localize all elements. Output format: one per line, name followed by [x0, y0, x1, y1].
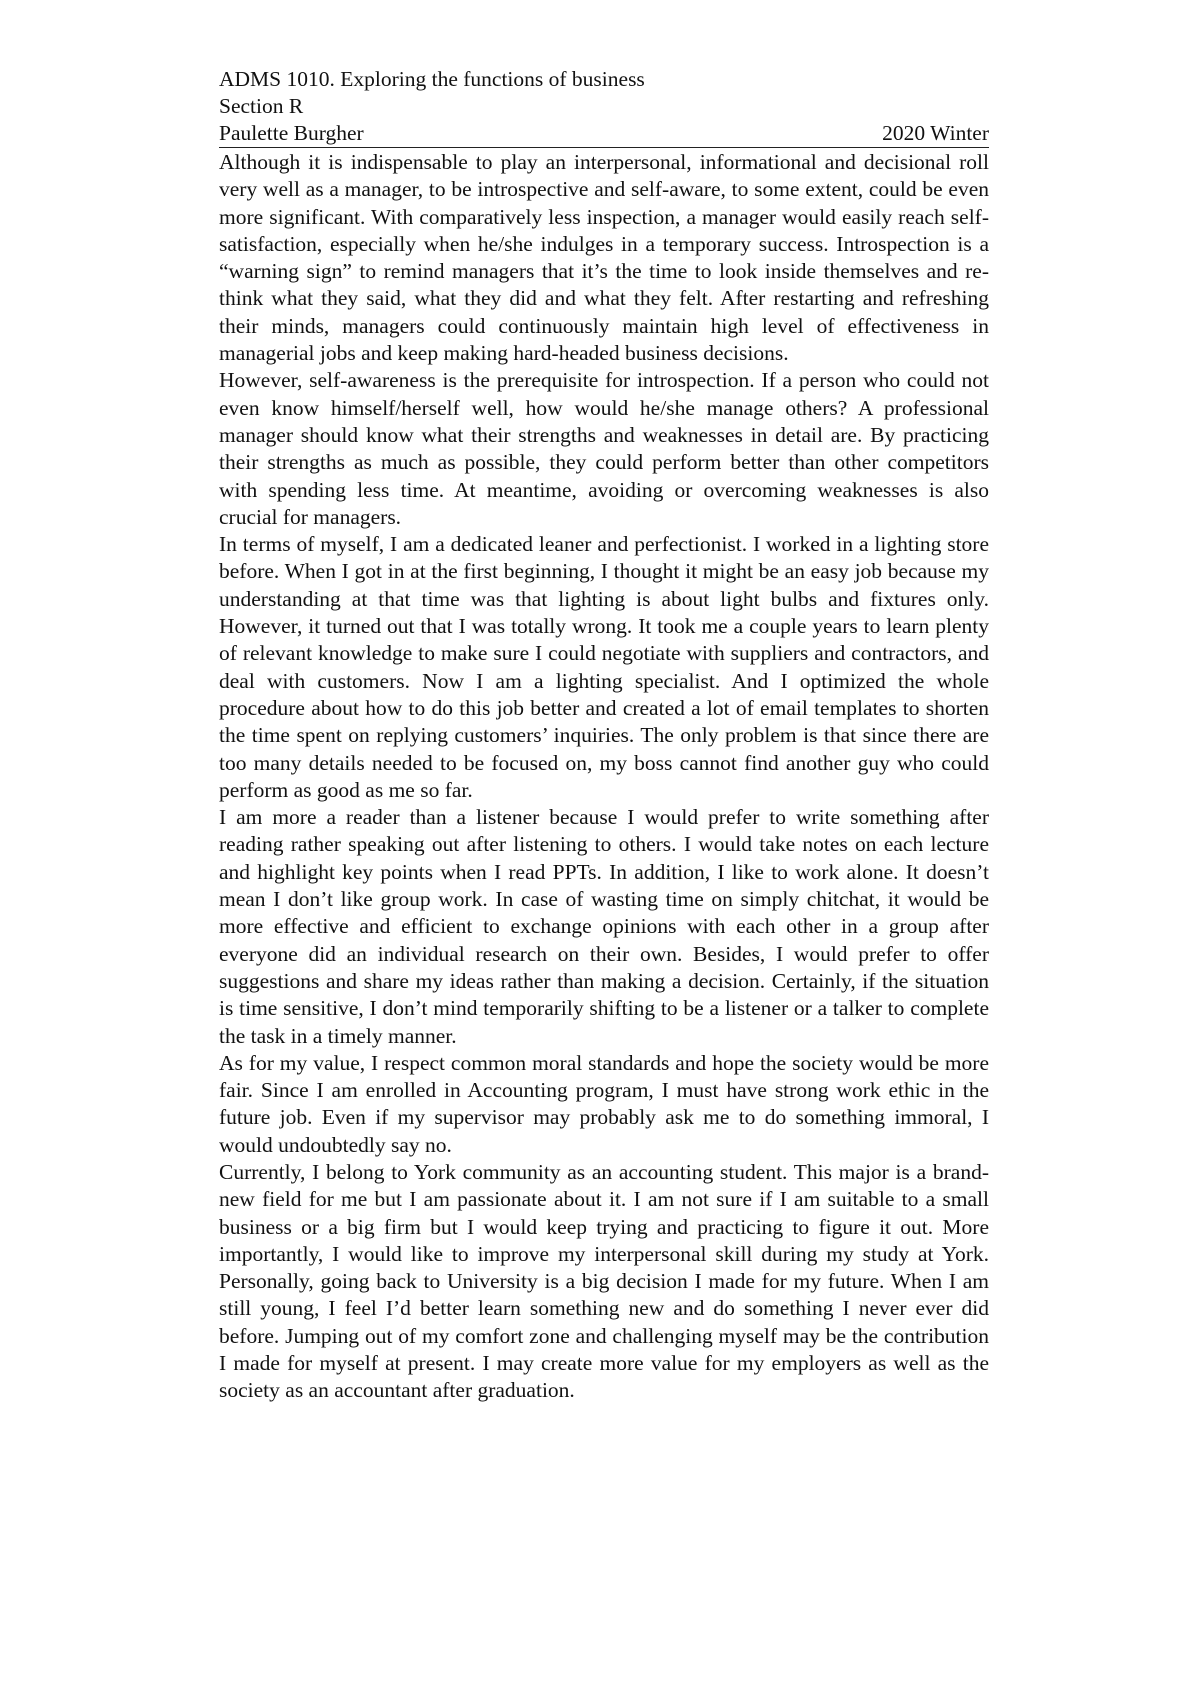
paragraph-self-awareness: However, self-awareness is the prerequisite for introspection. If a person who could not even know himself/herself well, how would he/she manage others? A professional manager should know what their strengths and weaknesses in detail are. By practicing their strengths as much as possible, they could perform better than other competitors with spending less time. At meantime, avoiding or overcoming weaknesses is also crucial for managers. [219, 368, 989, 529]
document-page [219, 66, 989, 1405]
paragraph-introspection: Although it is indispensable to play an interpersonal, informational and decisional roll very well as a manager, to be introspective and self-aware, to some extent, could be even more significant. With comparatively less inspection, a manager would easily reach self-satisfaction, especially when he/she indulges in a temporary success. Introspection is a “warning sign” to remind managers that it’s the time to look inside themselves and re-think what they said, what they did and what they felt. After restarting and refreshing their minds, managers could continuously maintain high level of effectiveness in managerial jobs and keep making hard-headed business decisions. [219, 150, 989, 366]
course-title: ADMS 1010. Exploring the functions of business [219, 67, 645, 91]
essay-body [219, 149, 989, 1405]
paragraph-reader-listener: I am more a reader than a listener because I would prefer to write something after reading rather speaking out after listening to others. I would take notes on each lecture and highlight key points when I read PPTs. In addition, I like to work alone. It doesn’t mean I don’t like group work. In case of wasting time on simply chitchat, it would be more effective and efficient to exchange opinions with each other in a group after everyone did an individual research on their own. Besides, I would prefer to offer suggestions and share my ideas rather than making a decision. Certainly, if the situation is time sensitive, I don’t mind temporarily shifting to be a listener or a talker to complete the task in a timely manner. [219, 805, 989, 1048]
term-label: 2020 Winter [882, 121, 989, 145]
author-term-row [219, 120, 989, 148]
paragraph-values: As for my value, I respect common moral standards and hope the society would be more fair. Since I am enrolled in Accounting program, I must have strong work ethic in the future job. Even if my supervisor may probably ask me to do something immoral, I would undoubtedly say no. [219, 1050, 989, 1157]
section-label: Section R [219, 94, 304, 118]
paragraph-york-community: Currently, I belong to York community as an accounting student. This major is a brand-new field for me but I am passionate about it. I am not sure if I am suitable to a small business or a big firm but I would keep trying and practicing to figure it out. More importantly, I would like to improve my interpersonal skill during my study at York. Personally, going back to University is a big decision I made for my future. When I am still young, I feel I’d better learn something new and do something I never ever did before. Jumping out of my comfort zone and challenging myself may be the contribution I made for myself at present. I may create more value for my employers as well as the society as an accountant after graduation. [219, 1159, 989, 1403]
paragraph-lighting-store: In terms of myself, I am a dedicated leaner and perfectionist. I worked in a lighting store before. When I got in at the first beginning, I thought it might be an easy job because my understanding at that time was that lighting is about light bulbs and fixtures only. However, it turned out that I was totally wrong. It took me a couple years to learn plenty of relevant knowledge to make sure I could negotiate with suppliers and contractors, and deal with customers. Now I am a lighting specialist. And I optimized the whole procedure about how to do this job better and created a lot of email templates to shorten the time spent on replying customers’ inquiries. The only problem is that since there are too many details needed to be focused on, my boss cannot find another guy who could perform as good as me so far. [219, 532, 989, 802]
document-header [219, 66, 989, 148]
author-name: Paulette Burgher [219, 121, 364, 145]
